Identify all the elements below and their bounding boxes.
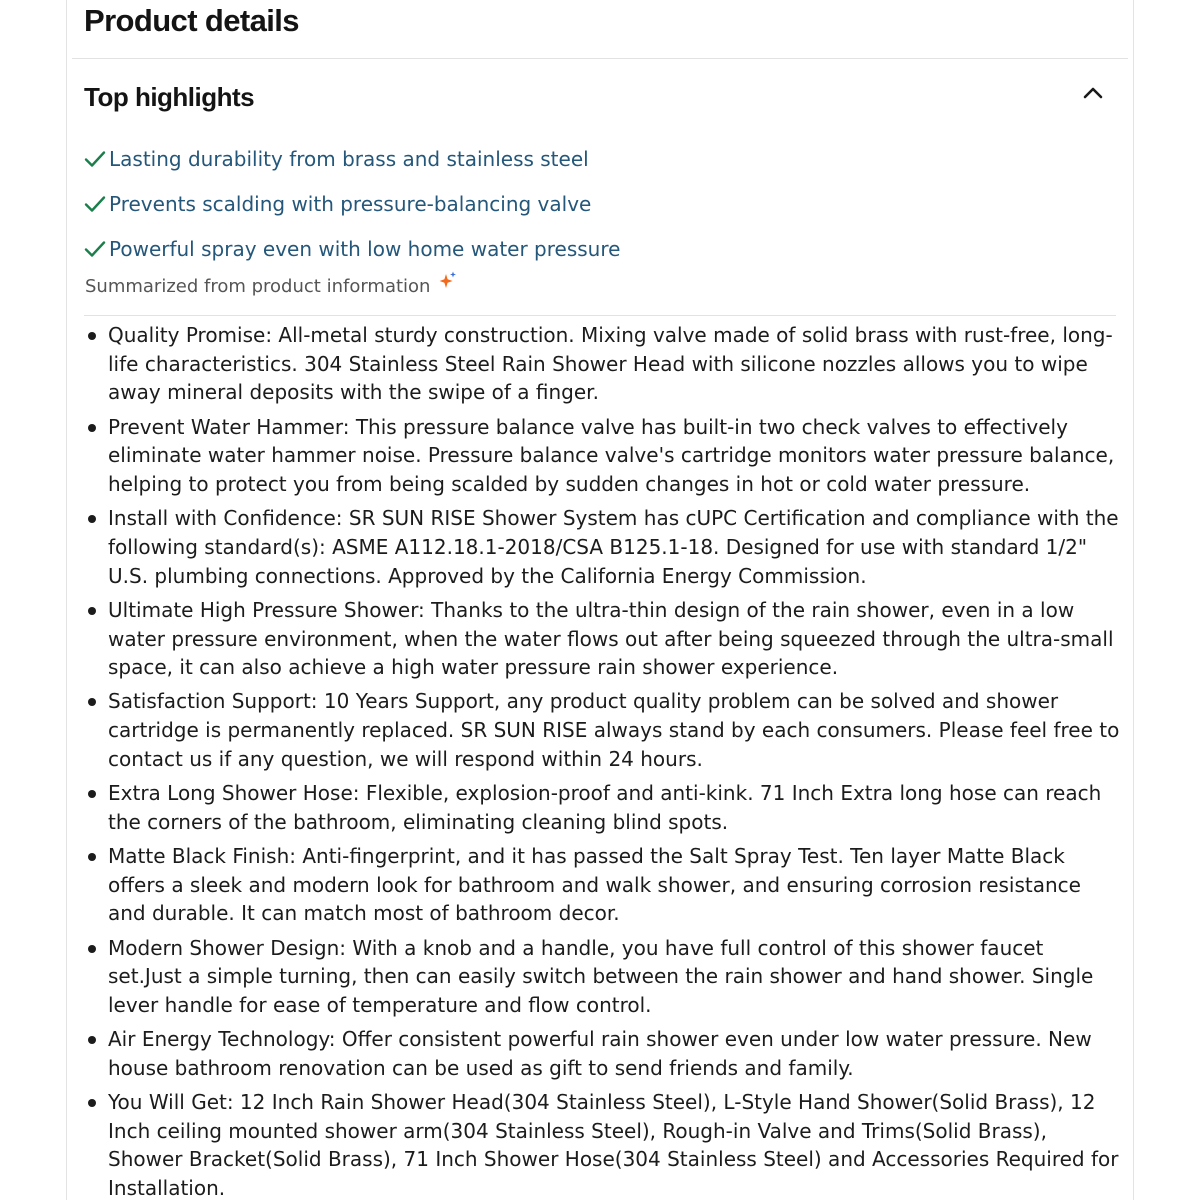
checkmark-icon [84,193,106,215]
highlight-item [84,181,1084,226]
ai-sparkle-icon [439,269,457,299]
highlights-list [84,136,1084,271]
chevron-up-icon [1080,80,1106,106]
checkmark-icon [84,148,106,170]
feature-list [108,321,1120,1200]
feature-bullet: Air Energy Technology: Offer consistent powerful rain shower even under low water pressure. New house bathroom renovation can be used as gift to send friends and family. [108,1025,1120,1082]
feature-bullet: Matte Black Finish: Anti-fingerprint, and it has passed the Salt Spray Test. Ten layer Matte Black offers a sleek and modern look for bathroom and walk shower, and ensuring corrosion resistance and durable. It can match most of bathroom decor. [108,842,1120,928]
feature-bullet: Prevent Water Hammer: This pressure balance valve has built-in two check valves to effectively eliminate water hammer noise. Pressure balance valve's cartridge monitors water pressure balance, helping to protect you from being scalded by sudden changes in hot or cold water pressure. [108,413,1120,499]
collapse-highlights-button[interactable] [1080,80,1106,106]
highlight-item [84,226,1084,271]
feature-bullet: Quality Promise: All-metal sturdy construction. Mixing valve made of solid brass with rust-free, long-life characteristics. 304 Stainless Steel Rain Shower Head with silicone nozzles allows you to wipe away mineral deposits with the swipe of a finger. [108,321,1120,407]
highlight-text: Powerful spray even with low home water pressure [109,236,621,261]
feature-bullet: Ultimate High Pressure Shower: Thanks to the ultra-thin design of the rain shower, even in a low water pressure environment, when the water flows out after being squeezed through the ultra-small space, it can also achieve a high water pressure rain shower experience. [108,596,1120,682]
summary-divider [84,315,1116,316]
feature-bullet: Extra Long Shower Hose: Flexible, explosion-proof and anti-kink. 71 Inch Extra long hose can reach the corners of the bathroom, eliminating cleaning blind spots. [108,779,1120,836]
highlight-item [84,136,1084,181]
feature-bullet: You Will Get: 12 Inch Rain Shower Head(304 Stainless Steel), L-Style Hand Shower(Solid Brass), 12 Inch ceiling mounted shower arm(304 Stainless Steel), Rough-in Valve and Trims(Solid Brass), Shower Bracket(Solid Brass), 71 Inch Shower Hose(304 Stainless Steel) and Accessories Required for Installation. [108,1088,1120,1200]
summary-text: Summarized from product information [85,276,431,297]
feature-bullet: Modern Shower Design: With a knob and a handle, you have full control of this shower faucet set.Just a simple turning, then can easily switch between the rain shower and hand shower. Single lever handle for ease of temperature and flow control. [108,934,1120,1020]
feature-bullet: Satisfaction Support: 10 Years Support, any product quality problem can be solved and shower cartridge is permanently replaced. SR SUN RISE always stand by each consumers. Please feel free to contact us if any question, we will respond within 24 hours. [108,687,1120,773]
highlight-text: Prevents scalding with pressure-balancing valve [109,191,592,216]
checkmark-icon [84,238,106,260]
summary-note [85,272,457,302]
top-highlights-header[interactable] [84,76,1118,120]
top-highlights-title: Top highlights [84,82,255,112]
title-divider [72,58,1128,59]
highlight-text: Lasting durability from brass and stainless steel [109,146,589,171]
feature-bullet: Install with Confidence: SR SUN RISE Shower System has cUPC Certification and compliance with the following standard(s): ASME A112.18.1-2018/CSA B125.1-18. Designed for use with standard 1/2" U.S. plumbing connections. Approved by the California Energy Commission. [108,504,1120,590]
page-title: Product details [84,3,299,38]
